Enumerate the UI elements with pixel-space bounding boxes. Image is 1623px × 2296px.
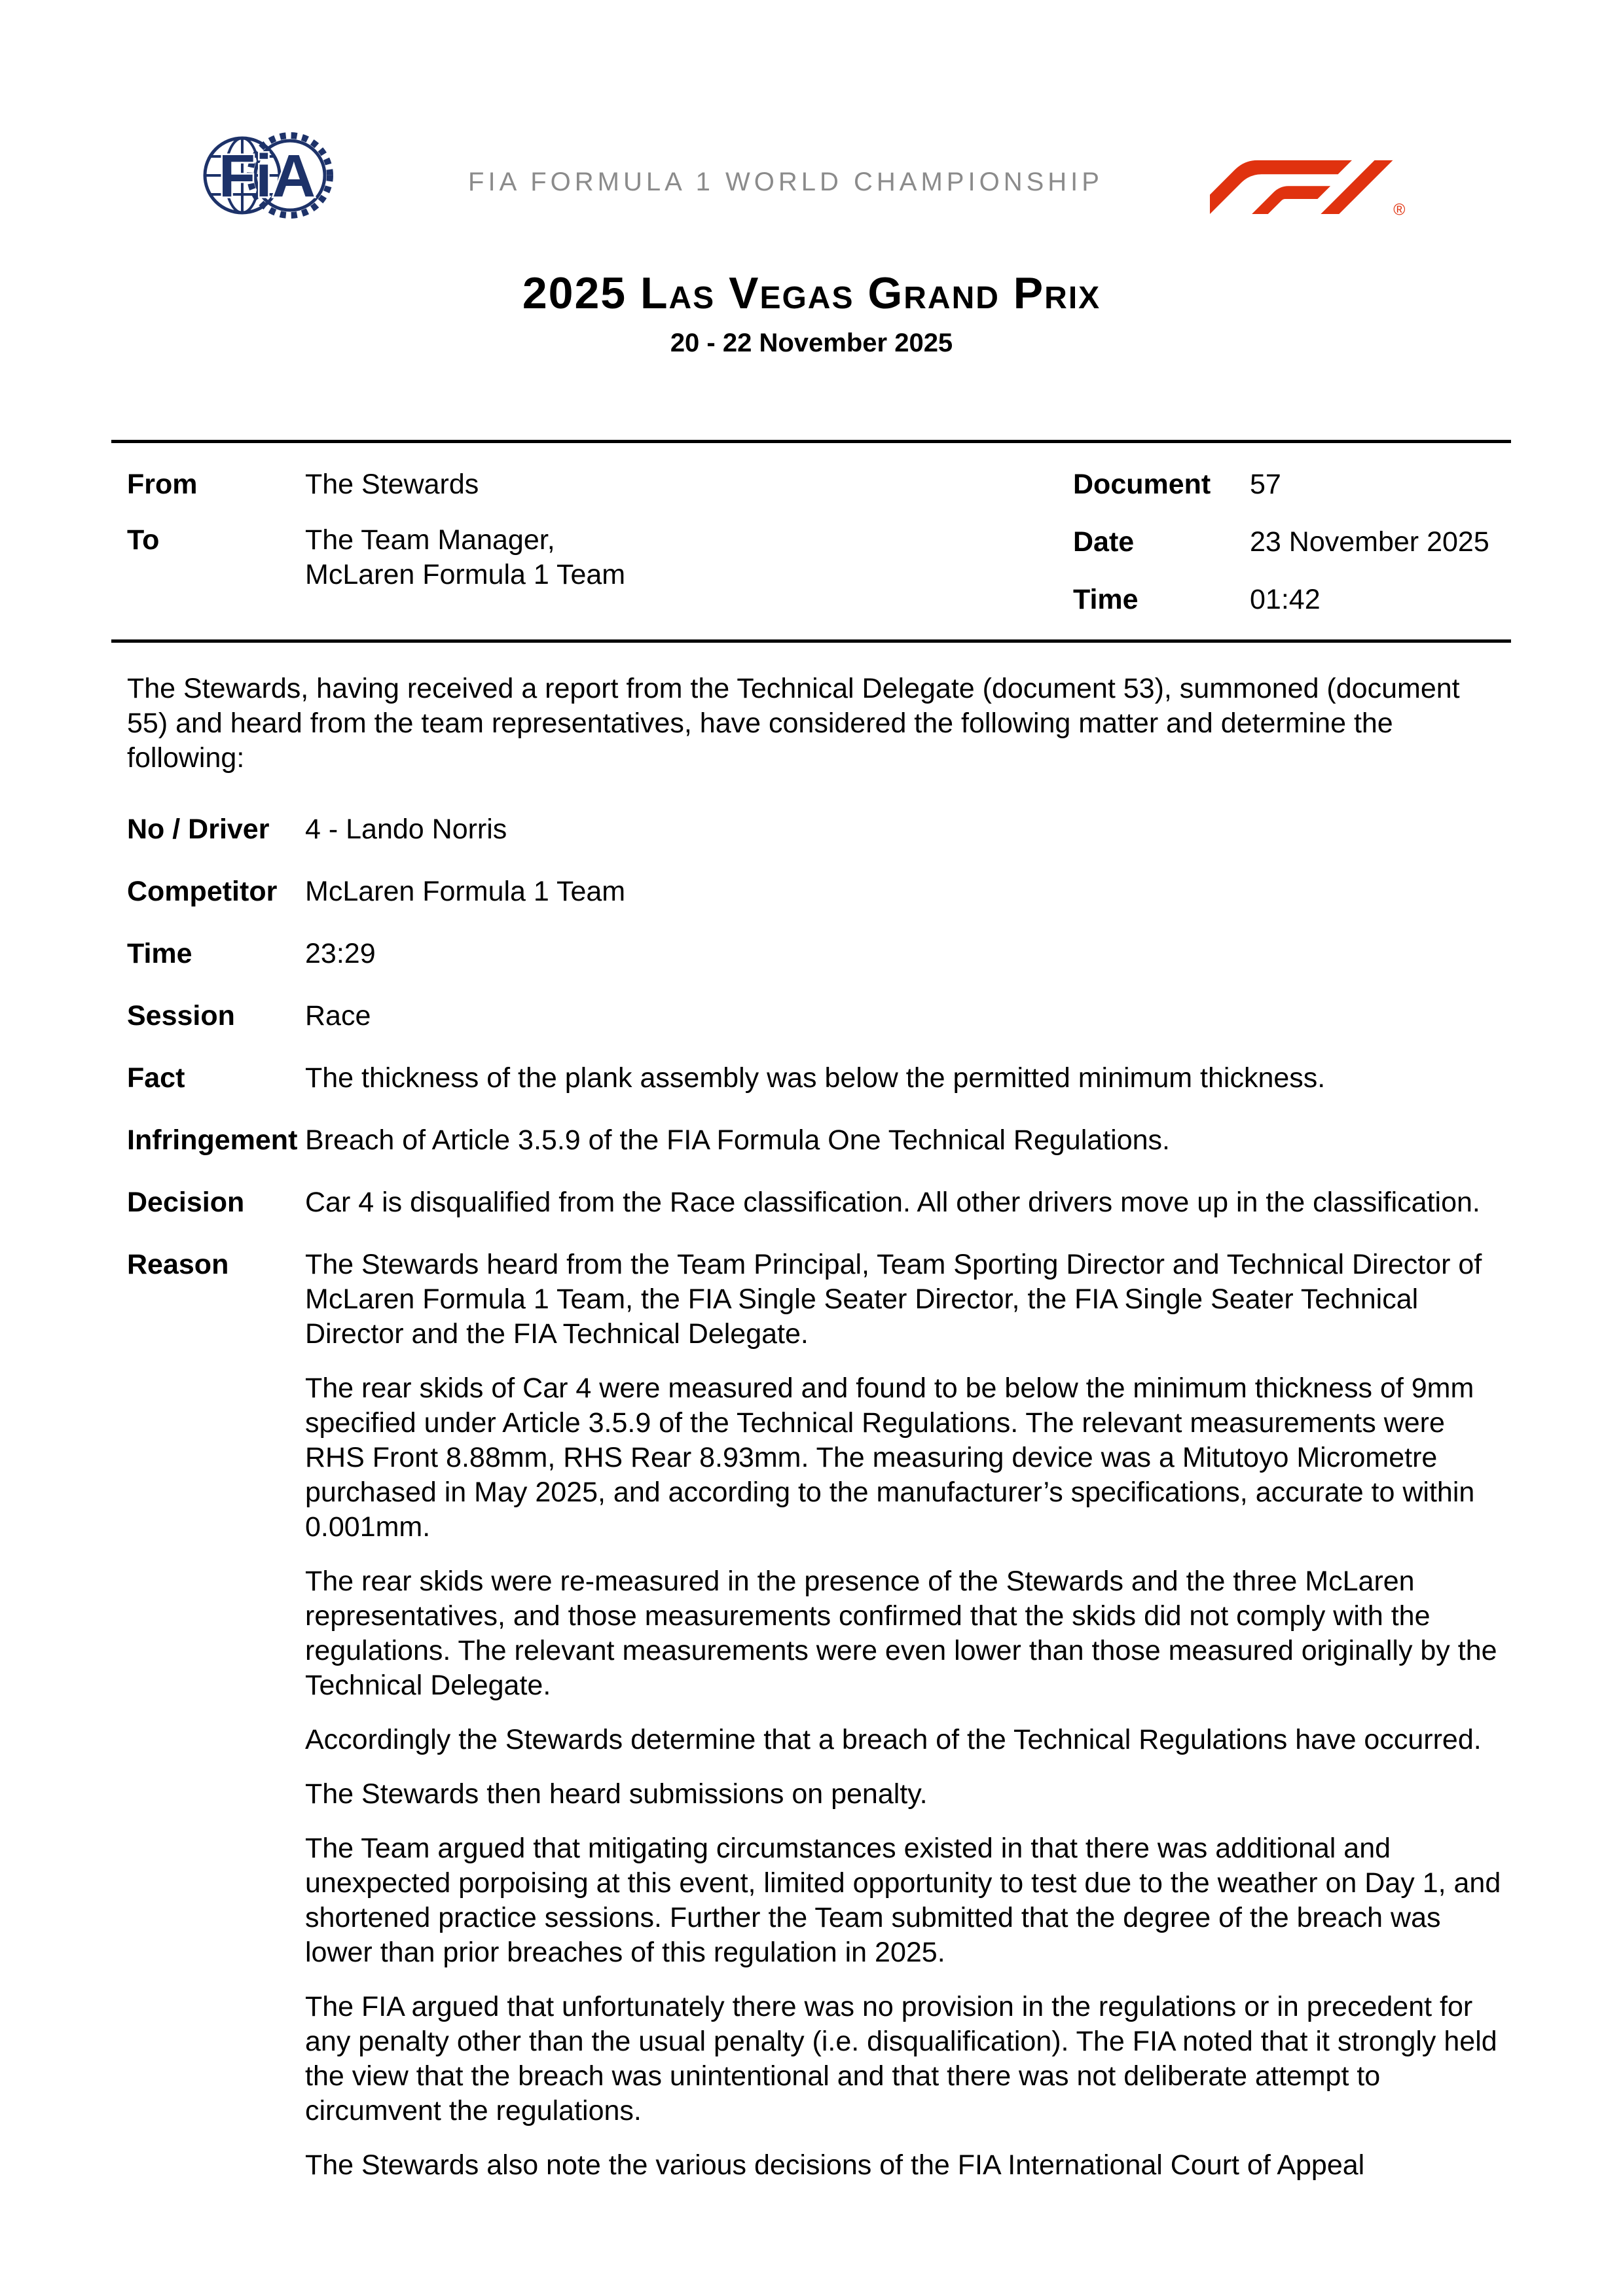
field-row-session bbox=[127, 999, 1501, 1033]
field-label: Reason bbox=[127, 1249, 229, 1280]
championship-title: FIA FORMULA 1 WORLD CHAMPIONSHIP bbox=[468, 168, 1103, 196]
meta-left-column bbox=[127, 467, 1073, 617]
date-label: Date bbox=[1073, 526, 1135, 558]
to-label: To bbox=[127, 524, 160, 556]
reason-paragraph: The Stewards also note the various decisions of the FIA International Court of Appeal bbox=[305, 2149, 1365, 2181]
field-label: Competitor bbox=[127, 876, 278, 907]
separator-bottom bbox=[111, 639, 1511, 643]
field-row-decision bbox=[127, 1185, 1501, 1220]
field-label: Decision bbox=[127, 1187, 245, 1218]
field-value: Car 4 is disqualified from the Race classification. All other drivers move up in the classification. bbox=[305, 1187, 1480, 1218]
field-label: Fact bbox=[127, 1062, 185, 1094]
event-date-range: 20 - 22 November 2025 bbox=[670, 329, 953, 357]
field-row-reason bbox=[127, 1247, 1501, 2183]
f1-logo-icon bbox=[1210, 158, 1406, 219]
reason-paragraph: The Stewards heard from the Team Principal, Team Sporting Director and Technical Director of McLaren Formula 1 Team, the FIA Single Seater Director, the FIA Single Seater Technical Director and the FIA Technical Delegate. bbox=[305, 1249, 1482, 1350]
meta-row-to bbox=[127, 523, 1073, 592]
field-row-time bbox=[127, 937, 1501, 971]
field-label: Time bbox=[127, 938, 192, 969]
meta-row-document bbox=[1073, 467, 1501, 502]
document-number: 57 bbox=[1250, 469, 1281, 500]
field-row-infringement bbox=[127, 1123, 1501, 1158]
meta-table bbox=[127, 443, 1501, 639]
field-value: Breach of Article 3.5.9 of the FIA Formula One Technical Regulations. bbox=[305, 1124, 1170, 1156]
document-header bbox=[0, 0, 1623, 249]
registered-trademark-icon: ® bbox=[1393, 201, 1406, 219]
from-label: From bbox=[127, 469, 198, 500]
field-value: 23:29 bbox=[305, 938, 376, 969]
reason-paragraph: The rear skids were re-measured in the presence of the Stewards and the three McLaren representatives, and those measurements confirmed that the skids did not comply with the regulations. The relevant measurements were even lower than those measured originally by the Technical Delegate. bbox=[305, 1566, 1497, 1701]
field-label: Infringement bbox=[127, 1124, 298, 1156]
field-value: McLaren Formula 1 Team bbox=[305, 876, 626, 907]
meta-row-date bbox=[1073, 525, 1501, 560]
document-label: Document bbox=[1073, 469, 1211, 500]
intro-paragraph: The Stewards, having received a report from the Technical Delegate (document 53), summoned (document 55) and heard from the team representatives, have considered the following matter and determine the following: bbox=[127, 673, 1460, 774]
date-value: 23 November 2025 bbox=[1250, 526, 1489, 558]
fia-logo-icon bbox=[202, 126, 334, 225]
document-body bbox=[127, 440, 1501, 2183]
reason-paragraph: The Team argued that mitigating circumstances existed in that there was additional and unexpected porpoising at this event, limited opportunity to test due to the weather on Day 1, and shortened practice sessions. Further the Team submitted that the degree of the breach was lower than prior breaches of this regulation in 2025. bbox=[305, 1833, 1501, 1968]
meta-row-from bbox=[127, 467, 1073, 502]
to-value-line1: The Team Manager, bbox=[305, 524, 555, 556]
field-label: Session bbox=[127, 1000, 235, 1031]
reason-paragraph: The rear skids of Car 4 were measured and found to be below the minimum thickness of 9mm specified under Article 3.5.9 of the Technical Regulations. The relevant measurements were RHS Front 8.88mm, RHS Rear 8.93mm. The measuring device was a Mitutoyo Micrometre purchased in May 2025, and according to the manufacturer’s specifications, accurate to within 0.001mm. bbox=[305, 1372, 1475, 1543]
to-value-line2: McLaren Formula 1 Team bbox=[305, 559, 626, 590]
reason-paragraph: The FIA argued that unfortunately there was no provision in the regulations or in precedent for any penalty other than the usual penalty (i.e. disqualification). The FIA noted that it strongly held the view that the breach was unintentional and that there was not deliberate attempt to circumvent the regulations. bbox=[305, 1991, 1497, 2126]
field-row-fact bbox=[127, 1061, 1501, 1096]
case-fields bbox=[127, 812, 1501, 2183]
field-value: The thickness of the plank assembly was below the permitted minimum thickness. bbox=[305, 1062, 1326, 1094]
field-value: 4 - Lando Norris bbox=[305, 814, 507, 845]
field-value: Race bbox=[305, 1000, 371, 1031]
meta-row-time bbox=[1073, 583, 1501, 617]
field-row-no-driver bbox=[127, 812, 1501, 847]
from-value: The Stewards bbox=[305, 469, 479, 500]
time-value: 01:42 bbox=[1250, 584, 1321, 615]
fia-logo-text: FiA bbox=[218, 143, 316, 209]
field-label: No / Driver bbox=[127, 814, 270, 845]
reason-text bbox=[305, 1247, 1501, 2183]
to-value bbox=[305, 523, 1073, 592]
reason-paragraph: Accordingly the Stewards determine that a breach of the Technical Regulations have occurred. bbox=[305, 1724, 1482, 1755]
meta-right-column bbox=[1073, 467, 1501, 617]
time-label: Time bbox=[1073, 584, 1139, 615]
reason-paragraph: The Stewards then heard submissions on penalty. bbox=[305, 1778, 928, 1810]
event-title: 2025 Las Vegas Grand Prix bbox=[522, 268, 1101, 318]
field-row-competitor bbox=[127, 874, 1501, 909]
